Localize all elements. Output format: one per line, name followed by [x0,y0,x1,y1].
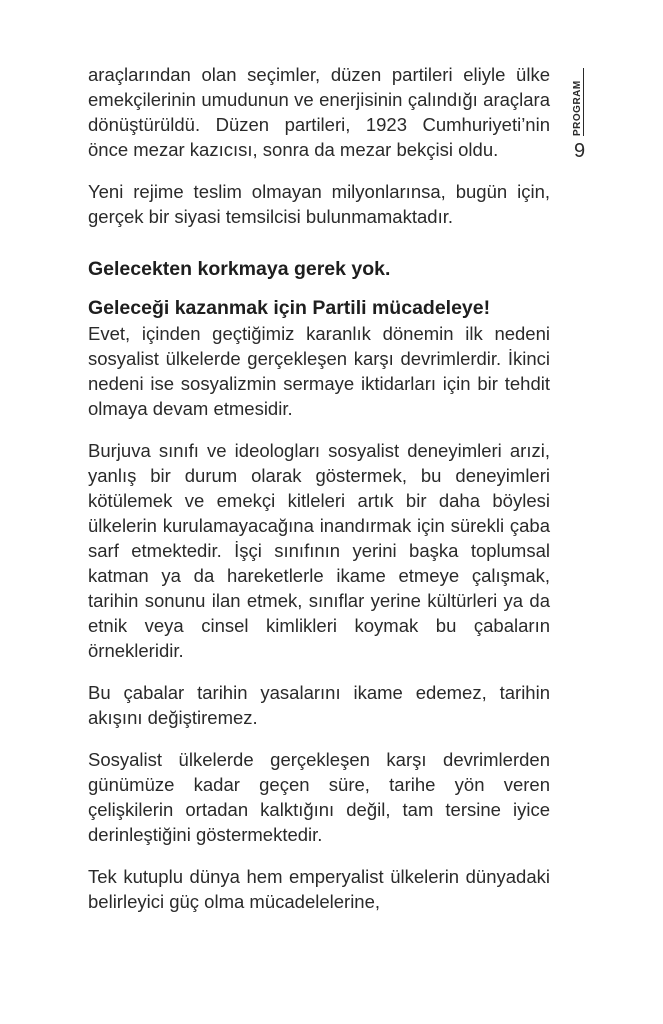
paragraph-1: araçlarından olan seçimler, düzen partileri eliyle ülke emekçilerinin umudunun ve enerjisinin çalındığı araçlara dönüştürüldü. Düzen partileri, 1923 Cumhuriyeti’nin önce mezar kazıcısı, sonra da mezar bekçisi oldu. [88,64,550,160]
paragraph-3: Evet, içinden geçtiğimiz karanlık dönemin ilk nedeni sosyalist ülkelerde gerçekleşen karşı devrimlerdir. İkinci nedeni ise sosyalizmin sermaye iktidarları için bir tehdit olmaya devam etmesidir. [88,323,550,419]
page-body [88,62,550,931]
paragraph-2: Yeni rejime teslim olmayan milyonlarınsa, bugün için, gerçek bir siyasi temsilcisi bulunmamaktadır. [88,181,550,227]
heading-2: Geleceği kazanmak için Partili mücadeleye! [88,297,491,319]
paragraph-6: Sosyalist ülkelerde gerçekleşen karşı devrimlerden günümüze kadar geçen süre, tarihe yön veren çelişkilerin ortadan kalktığını değil, tam tersine iyice derinleştiğini göstermektedir. [88,749,550,845]
paragraph-7: Tek kutuplu dünya hem emperyalist ülkelerin dünyadaki belirleyici güç olma mücadelelerine, [88,866,550,912]
paragraph-4: Burjuva sınıfı ve ideologları sosyalist deneyimleri arızi, yanlış bir durum olarak göstermek, bu deneyimleri kötülemek ve emekçi kitleleri artık bir daha böylesi ülkelerin kurulamayacağına inandırmak için sürekli çaba sarf etmektedir. İşçi sınıfının yerini başka toplumsal katman ya da hareketlerle ikame etmeye çalışmak, tarihin sonunu ilan etmek, sınıflar yerine kültürleri ya da etnik veya cinsel kimlikleri koymak bu çabaların örnekleridir. [88,440,550,661]
paragraph-5: Bu çabalar tarihin yasalarını ikame edemez, tarihin akışını değiştiremez. [88,682,550,728]
page-number: 9 [574,140,586,162]
heading-1: Gelecekten korkmaya gerek yok. [88,258,391,280]
section-label: PROGRAM [572,80,583,136]
running-header [560,68,608,168]
header-rule [583,68,584,136]
